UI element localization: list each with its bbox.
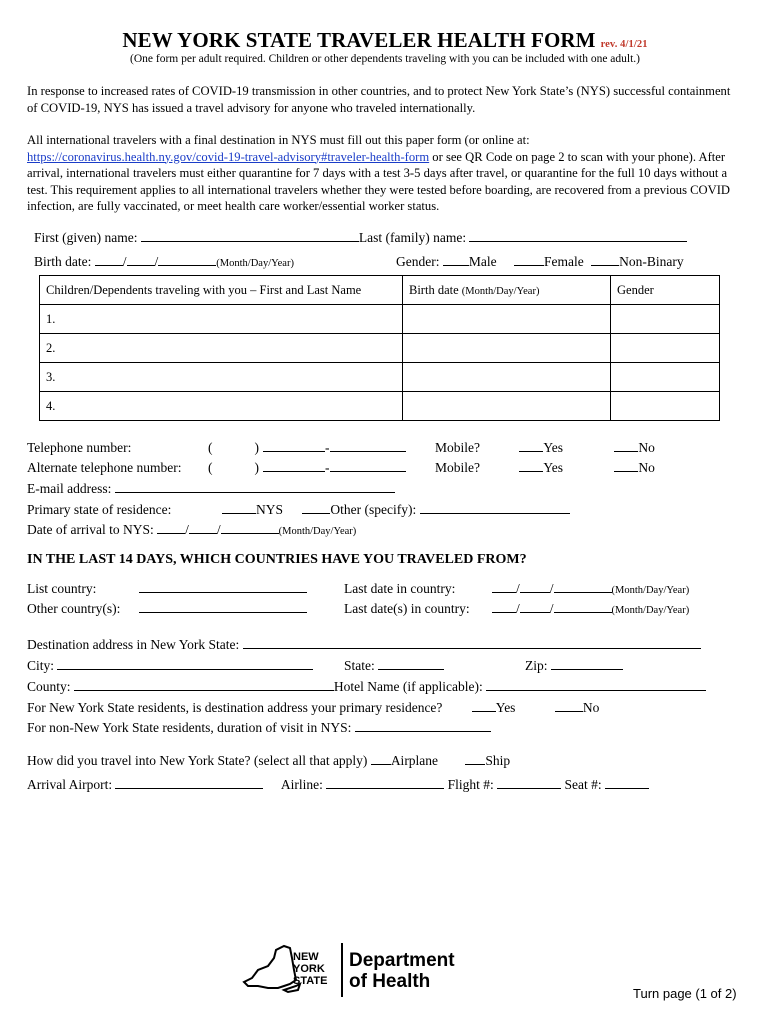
- primary-no-label: No: [582, 700, 600, 715]
- residence-other-field[interactable]: [420, 501, 570, 514]
- travel-mode-row: [27, 752, 510, 769]
- seat-label: Seat #:: [564, 777, 602, 792]
- airline-label: Airline:: [280, 777, 323, 792]
- dept-line-1: Department: [349, 950, 455, 971]
- zip-row: [525, 657, 623, 674]
- telephone-prefix-field[interactable]: [263, 439, 325, 452]
- email-row: [27, 480, 395, 497]
- primary-residence-row: [27, 699, 599, 716]
- intro-p2-start: All international travelers with a final destination in NYS must fill out this paper form (or online at:: [27, 133, 530, 147]
- dependent-name-cell[interactable]: [40, 305, 403, 334]
- telephone-number-field[interactable]: [330, 439, 406, 452]
- list-country-row: [27, 580, 307, 597]
- state-label: State:: [344, 658, 375, 673]
- logo-line-3: STATE: [293, 975, 328, 987]
- mobile-no-label: No: [638, 440, 655, 455]
- arrival-month-field[interactable]: [157, 521, 185, 534]
- gender-row: [396, 253, 684, 270]
- duration-field[interactable]: [355, 719, 491, 732]
- department-of-health-logo: [349, 950, 455, 992]
- alt-mobile-yes-blank[interactable]: [519, 459, 543, 472]
- gender-female-blank[interactable]: [514, 253, 544, 266]
- county-field[interactable]: [74, 678, 334, 691]
- mobile-row-2: [435, 459, 655, 476]
- form-subtitle: (One form per adult required. Children or other dependents traveling with you can be included with one adult.): [130, 53, 640, 65]
- gender-nonbinary-label: Non-Binary: [619, 254, 684, 269]
- dependents-table: [39, 275, 720, 421]
- airplane-blank[interactable]: [371, 752, 391, 765]
- flight-label: Flight #:: [447, 777, 494, 792]
- county-label: County:: [27, 679, 71, 694]
- mobile-yes-label: Yes: [543, 440, 564, 455]
- arrival-label: Date of arrival to NYS:: [27, 522, 154, 537]
- state-field[interactable]: [378, 657, 444, 670]
- table-header-row: [40, 276, 720, 305]
- last-date-format: (Month/Day/Year): [611, 585, 690, 596]
- intro-paragraph-2: [27, 132, 742, 215]
- county-hotel-row: [27, 678, 706, 695]
- alt-mobile-yes-label: Yes: [543, 460, 564, 475]
- row-number: 1.: [46, 311, 56, 326]
- destination-address-row: [27, 636, 701, 653]
- birth-year-field[interactable]: [158, 253, 216, 266]
- gender-nonbinary-blank[interactable]: [591, 253, 619, 266]
- dependent-gender-cell[interactable]: [611, 334, 720, 363]
- hotel-label: Hotel Name (if applicable):: [333, 679, 483, 694]
- arrival-airport-label: Arrival Airport:: [27, 777, 113, 792]
- first-name-label: First (given) name:: [34, 230, 138, 245]
- turn-page-label: Turn page (1 of 2): [633, 986, 737, 1001]
- logo-line-2: YORK: [293, 963, 325, 975]
- dependent-birth-cell[interactable]: [403, 392, 611, 421]
- header-birth-date-text: Birth date: [409, 282, 459, 297]
- other-countries-field[interactable]: [139, 600, 307, 613]
- last-dates-format: (Month/Day/Year): [611, 605, 690, 616]
- dependent-birth-cell[interactable]: [403, 305, 611, 334]
- residence-other-blank[interactable]: [302, 501, 330, 514]
- header-name: Children/Dependents traveling with you – First and Last Name: [40, 276, 403, 305]
- first-name-field[interactable]: [141, 229, 359, 242]
- row-number: 2.: [46, 340, 56, 355]
- dependent-birth-cell[interactable]: [403, 363, 611, 392]
- gender-female-label: Female: [543, 254, 584, 269]
- duration-row: [27, 719, 491, 736]
- form-title: [0, 28, 770, 53]
- zip-field[interactable]: [551, 657, 623, 670]
- dependent-gender-cell[interactable]: [611, 363, 720, 392]
- title-text: NEW YORK STATE TRAVELER HEALTH FORM: [122, 28, 596, 52]
- row-number: 3.: [46, 369, 56, 384]
- birth-gender-row: Birth date: / / (Month/Day/Year): [34, 254, 294, 269]
- last-date-row: Last date in country: / / (Month/Day/Year): [344, 581, 690, 596]
- residence-other-label: Other (specify):: [330, 502, 417, 517]
- arrival-year-field[interactable]: [221, 521, 279, 534]
- dependent-name-cell[interactable]: [40, 392, 403, 421]
- arrival-airport-field[interactable]: [115, 776, 263, 789]
- hotel-field[interactable]: [486, 678, 706, 691]
- primary-yes-blank[interactable]: [472, 699, 496, 712]
- dependent-gender-cell[interactable]: [611, 392, 720, 421]
- alt-telephone-label: Alternate telephone number:: [27, 460, 182, 475]
- gender-male-label: Male: [468, 254, 497, 269]
- ship-label: Ship: [485, 753, 511, 768]
- list-country-label: List country:: [27, 581, 97, 596]
- table-row: [40, 305, 720, 334]
- nys-logo-text: [293, 951, 327, 987]
- gender-male-blank[interactable]: [443, 253, 469, 266]
- city-field[interactable]: [57, 657, 313, 670]
- birth-month-field[interactable]: [95, 253, 123, 266]
- last-year-field[interactable]: [554, 580, 612, 593]
- other-countries-row: [27, 600, 307, 617]
- header-gender: Gender: [611, 276, 720, 305]
- alt-mobile-no-label: No: [638, 460, 655, 475]
- mobile-label: Mobile?: [435, 440, 480, 455]
- traveler-form-link[interactable]: https://coronavirus.health.ny.gov/covid-19-travel-advisory#traveler-health-form: [27, 149, 430, 164]
- primary-no-blank[interactable]: [555, 699, 583, 712]
- last-dates-day-field[interactable]: [520, 600, 550, 613]
- residence-row: [27, 501, 570, 518]
- list-country-field[interactable]: [139, 580, 307, 593]
- gender-label: Gender:: [396, 254, 440, 269]
- last-day-field[interactable]: [520, 580, 550, 593]
- logo-line-1: NEW: [293, 951, 319, 963]
- destination-address-label: Destination address in New York State:: [27, 637, 240, 652]
- arrival-date-format: (Month/Day/Year): [278, 526, 357, 537]
- last-dates-month-field[interactable]: [492, 600, 516, 613]
- flight-field[interactable]: [497, 776, 561, 789]
- state-row: [344, 657, 444, 674]
- header-birth-date: [403, 276, 611, 305]
- seat-field[interactable]: [605, 776, 649, 789]
- zip-label: Zip:: [525, 658, 548, 673]
- airline-field[interactable]: [326, 776, 444, 789]
- travel-section-title: IN THE LAST 14 DAYS, WHICH COUNTRIES HAVE YOU TRAVELED FROM?: [27, 552, 527, 567]
- intro-p2-end: or see QR Code on page 2 to scan with your phone). After arrival, international travelers must either quarantine for 7 days with a test 3-5 days after travel, or quarantine for the full 10 days without a test. This requirement applies to all international travelers whether they were tested before boarding, are recovered from a previous COVID infection, are fully vaccinated, or meet health care worker/essential worker status.: [27, 149, 731, 213]
- other-countries-label: Other country(s):: [27, 601, 121, 616]
- residence-label: Primary state of residence:: [27, 502, 172, 517]
- email-label: E-mail address:: [27, 481, 112, 496]
- row-number: 4.: [46, 398, 56, 413]
- last-dates-year-field[interactable]: [554, 600, 612, 613]
- last-dates-row: Last date(s) in country: / / (Month/Day/Year): [344, 601, 690, 616]
- last-month-field[interactable]: [492, 580, 516, 593]
- last-name-field[interactable]: [469, 229, 687, 242]
- mobile-yes-blank[interactable]: [519, 439, 543, 452]
- airplane-label: Airplane: [390, 753, 439, 768]
- revision-label: rev. 4/1/21: [600, 39, 648, 50]
- telephone-label: Telephone number:: [27, 440, 132, 455]
- alt-telephone-row: Alternate telephone number: ( ) -: [27, 459, 406, 476]
- dependent-name-cell[interactable]: [40, 363, 403, 392]
- residence-nys-label: NYS: [256, 502, 284, 517]
- city-label: City:: [27, 658, 55, 673]
- table-row: [40, 363, 720, 392]
- dependent-name-cell[interactable]: [40, 334, 403, 363]
- residence-nys-blank[interactable]: [222, 501, 256, 514]
- alt-telephone-prefix-field[interactable]: [263, 459, 325, 472]
- birth-date-label: Birth date:: [34, 254, 92, 269]
- last-date-label: Last date in country:: [344, 581, 456, 596]
- intro-paragraph-1: In response to increased rates of COVID-19 transmission in other countries, and to protect New York State’s (NYS) successful containment of COVID-19, NYS has issued a travel advisory for anyone who traveled internationally.: [27, 84, 731, 115]
- arrival-day-field[interactable]: [189, 521, 217, 534]
- arrival-row: Date of arrival to NYS: / / (Month/Day/Year): [27, 522, 357, 537]
- primary-residence-question: For New York State residents, is destination address your primary residence?: [27, 700, 443, 715]
- dependent-birth-cell[interactable]: [403, 334, 611, 363]
- mobile-no-blank[interactable]: [614, 439, 638, 452]
- primary-yes-label: Yes: [495, 700, 516, 715]
- alt-mobile-label: Mobile?: [435, 460, 480, 475]
- first-name-row: [34, 229, 687, 246]
- email-field[interactable]: [115, 480, 395, 493]
- alt-telephone-number-field[interactable]: [330, 459, 406, 472]
- header-birth-date-format: (Month/Day/Year): [461, 285, 540, 297]
- logo-divider: [341, 943, 343, 997]
- telephone-row: Telephone number: ( ) -: [27, 439, 406, 456]
- dependent-gender-cell[interactable]: [611, 305, 720, 334]
- table-row: [40, 334, 720, 363]
- dept-line-2: of Health: [349, 971, 431, 992]
- duration-question: For non-New York State residents, duration of visit in NYS:: [27, 720, 352, 735]
- table-row: [40, 392, 720, 421]
- birth-day-field[interactable]: [127, 253, 155, 266]
- mobile-row-1: [435, 439, 655, 456]
- birth-date-format: (Month/Day/Year): [216, 258, 294, 269]
- city-row: [27, 657, 313, 674]
- flight-row: [27, 776, 649, 793]
- ship-blank[interactable]: [465, 752, 485, 765]
- last-name-label: Last (family) name:: [358, 230, 467, 245]
- destination-address-field[interactable]: [243, 636, 701, 649]
- alt-mobile-no-blank[interactable]: [614, 459, 638, 472]
- travel-mode-label: How did you travel into New York State? (select all that apply): [27, 753, 368, 768]
- last-dates-label: Last date(s) in country:: [344, 601, 470, 616]
